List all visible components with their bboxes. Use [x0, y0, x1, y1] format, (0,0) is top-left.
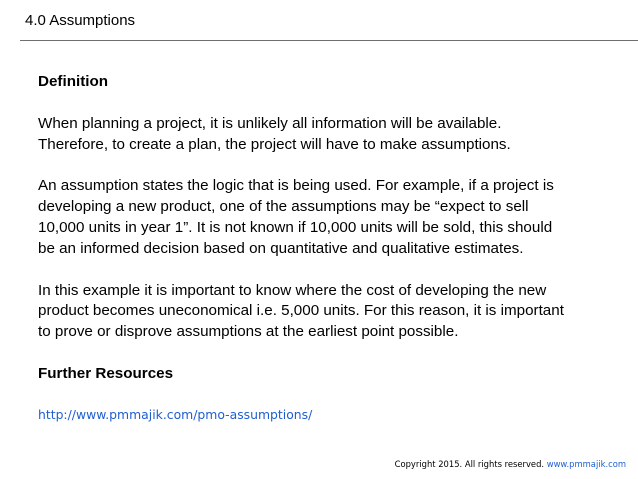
definition-heading: Definition: [38, 73, 109, 90]
resource-link[interactable]: http://www.pmmajik.com/pmo-assumptions/: [38, 406, 313, 422]
paragraph-gap: [38, 93, 628, 114]
paragraph-gap: [38, 155, 628, 176]
title-divider: [20, 40, 638, 41]
footer-website-link[interactable]: www.pmmajik.com: [546, 459, 626, 469]
paragraph1-line2: Therefore, to create a plan, the project will have to make assumptions.: [38, 135, 511, 153]
paragraph-gap: [38, 260, 628, 281]
paragraph-gap: [38, 385, 628, 405]
copyright-text: Copyright 2015. All rights reserved.: [394, 459, 545, 469]
paragraph2-line2: developing a new product, one of the assumptions may be “expect to sell: [38, 198, 529, 216]
slide-content: [38, 72, 628, 425]
paragraph2-line1: An assumption states the logic that is being used. For example, if a project is: [38, 177, 554, 195]
paragraph2-line4: be an informed decision based on quantitative and qualitative estimates.: [38, 239, 524, 257]
paragraph2-line3: 10,000 units in year 1”. It is not known if 10,000 units will be sold, this should: [38, 218, 553, 236]
paragraph-gap: [38, 343, 628, 364]
slide-title: 4.0 Assumptions: [25, 12, 136, 29]
resources-heading: Further Resources: [38, 364, 174, 382]
footer: [395, 459, 626, 470]
paragraph1-line1: When planning a project, it is unlikely all information will be available.: [38, 114, 502, 132]
paragraph3-line3: to prove or disprove assumptions at the earliest point possible.: [38, 323, 459, 341]
paragraph3-line1: In this example it is important to know where the cost of developing the new: [38, 281, 547, 299]
paragraph3-line2: product becomes uneconomical i.e. 5,000 units. For this reason, it is important: [38, 302, 564, 320]
